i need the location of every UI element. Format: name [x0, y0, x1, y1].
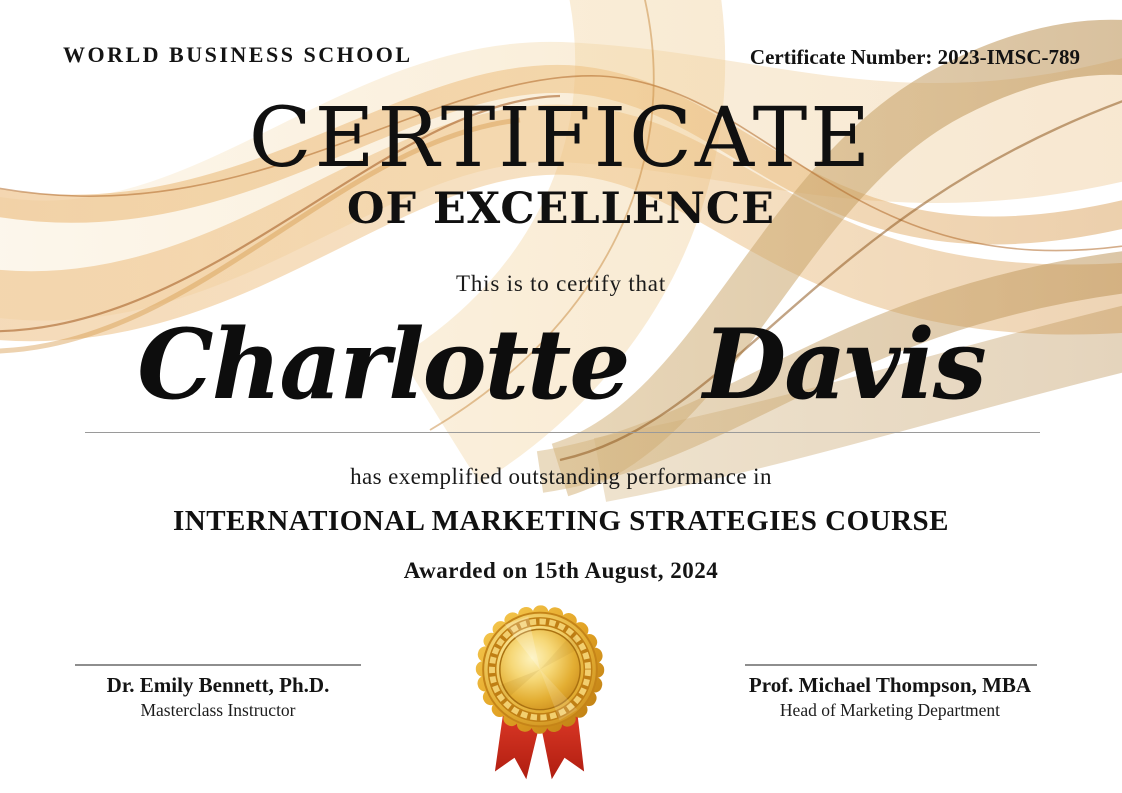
- award-date: Awarded on 15th August, 2024: [403, 558, 719, 583]
- certificate-title: CERTIFICATE: [248, 91, 874, 186]
- achievement-statement: has exemplified outstanding performance in: [350, 464, 772, 489]
- signatory-left-title: Masterclass Instructor: [140, 700, 296, 721]
- certificate-subtitle: OF EXCELLENCE: [347, 184, 775, 234]
- certificate-number: Certificate Number: 2023-IMSC-789: [749, 45, 1080, 69]
- recipient-name: Charlotte Davis: [137, 308, 985, 421]
- signatory-right: [720, 672, 1060, 723]
- course-name: INTERNATIONAL MARKETING STRATEGIES COURSE: [172, 505, 949, 537]
- signatory-left-name: Dr. Emily Bennett, Ph.D.: [106, 673, 330, 697]
- certify-statement: This is to certify that: [455, 271, 667, 296]
- school-name: WORLD BUSINESS SCHOOL: [63, 42, 413, 67]
- signature-line-left: [75, 664, 361, 666]
- recipient-name-underline: [85, 432, 1040, 433]
- signatory-left: [48, 672, 388, 723]
- signatory-right-title: Head of Marketing Department: [779, 700, 1001, 721]
- signatory-right-name: Prof. Michael Thompson, MBA: [748, 673, 1032, 697]
- gold-medal-icon: [448, 597, 633, 793]
- signature-line-right: [745, 664, 1037, 666]
